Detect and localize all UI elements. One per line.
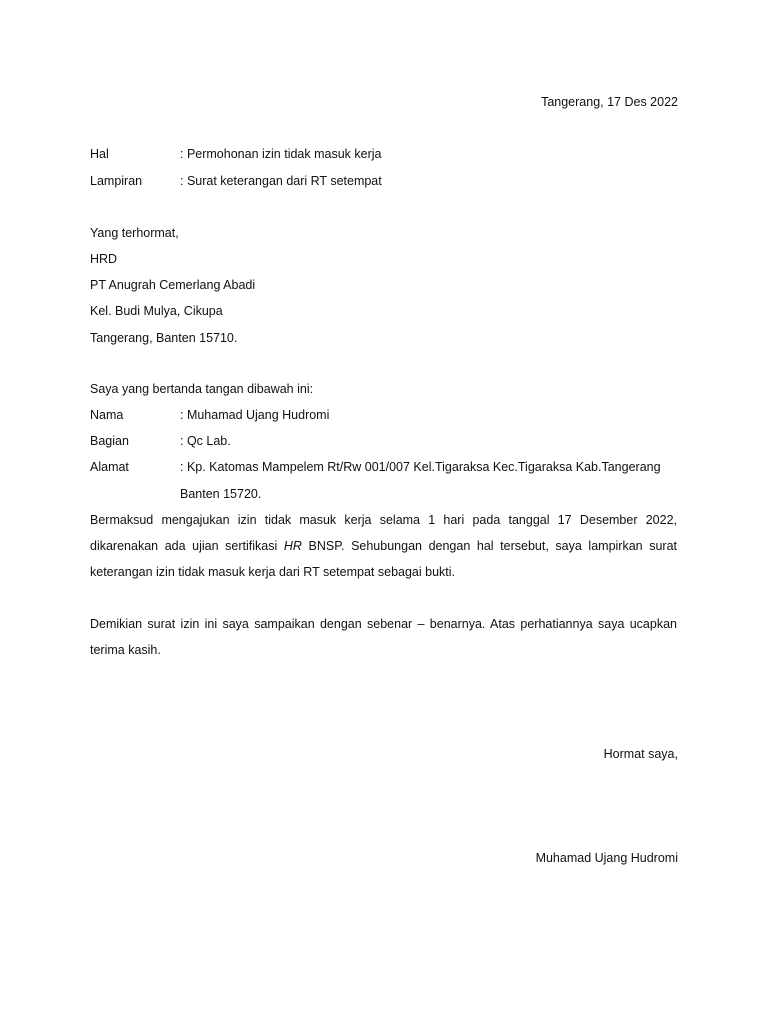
department-value: : Qc Lab. — [180, 434, 231, 448]
body-italic-term: HR — [283, 539, 302, 553]
recipient-line-2: PT Anugrah Cemerlang Abadi — [90, 278, 256, 292]
body-paragraph-2-line-1: Demikian surat izin ini saya sampaikan dengan sebenar – benarnya. Atas perhatiannya saya ucapkan — [90, 617, 677, 631]
body-paragraph-1-line-3: keterangan izin tidak masuk kerja dari RT setempat sebagai bukti. — [90, 565, 456, 579]
body-text-segment: dikarenakan ada ujian sertifikasi — [90, 539, 284, 553]
subject-label: Hal — [90, 147, 109, 161]
address-value-line-2: Banten 15720. — [180, 487, 262, 501]
address-label: Alamat — [90, 460, 129, 474]
recipient-line-3: Kel. Budi Mulya, Cikupa — [90, 304, 223, 318]
closing-text: Hormat saya, — [603, 747, 678, 761]
recipient-greeting: Yang terhormat, — [90, 226, 179, 240]
attachment-value: : Surat keterangan dari RT setempat — [180, 174, 382, 188]
department-label: Bagian — [90, 434, 129, 448]
recipient-line-1: HRD — [90, 252, 118, 266]
address-value-line-1: : Kp. Katomas Mampelem Rt/Rw 001/007 Kel.Tigaraksa Kec.Tigaraksa Kab.Tangerang — [180, 460, 661, 474]
subject-value: : Permohonan izin tidak masuk kerja — [180, 147, 382, 161]
body-paragraph-1-line-1: Bermaksud mengajukan izin tidak masuk kerja selama 1 hari pada tanggal 17 Desember 2022, — [90, 513, 677, 527]
place-date: Tangerang, 17 Des 2022 — [541, 95, 678, 109]
name-label: Nama — [90, 408, 124, 422]
attachment-label: Lampiran — [90, 174, 143, 188]
name-value: : Muhamad Ujang Hudromi — [180, 408, 330, 422]
intro-text: Saya yang bertanda tangan dibawah ini: — [90, 382, 314, 396]
body-text-segment: BNSP. Sehubungan dengan hal tersebut, saya lampirkan surat — [301, 539, 678, 553]
recipient-line-4: Tangerang, Banten 15710. — [90, 331, 238, 345]
body-paragraph-2-line-2: terima kasih. — [90, 643, 161, 657]
signature-name: Muhamad Ujang Hudromi — [535, 851, 678, 865]
body-paragraph-1-line-2 — [90, 538, 677, 554]
